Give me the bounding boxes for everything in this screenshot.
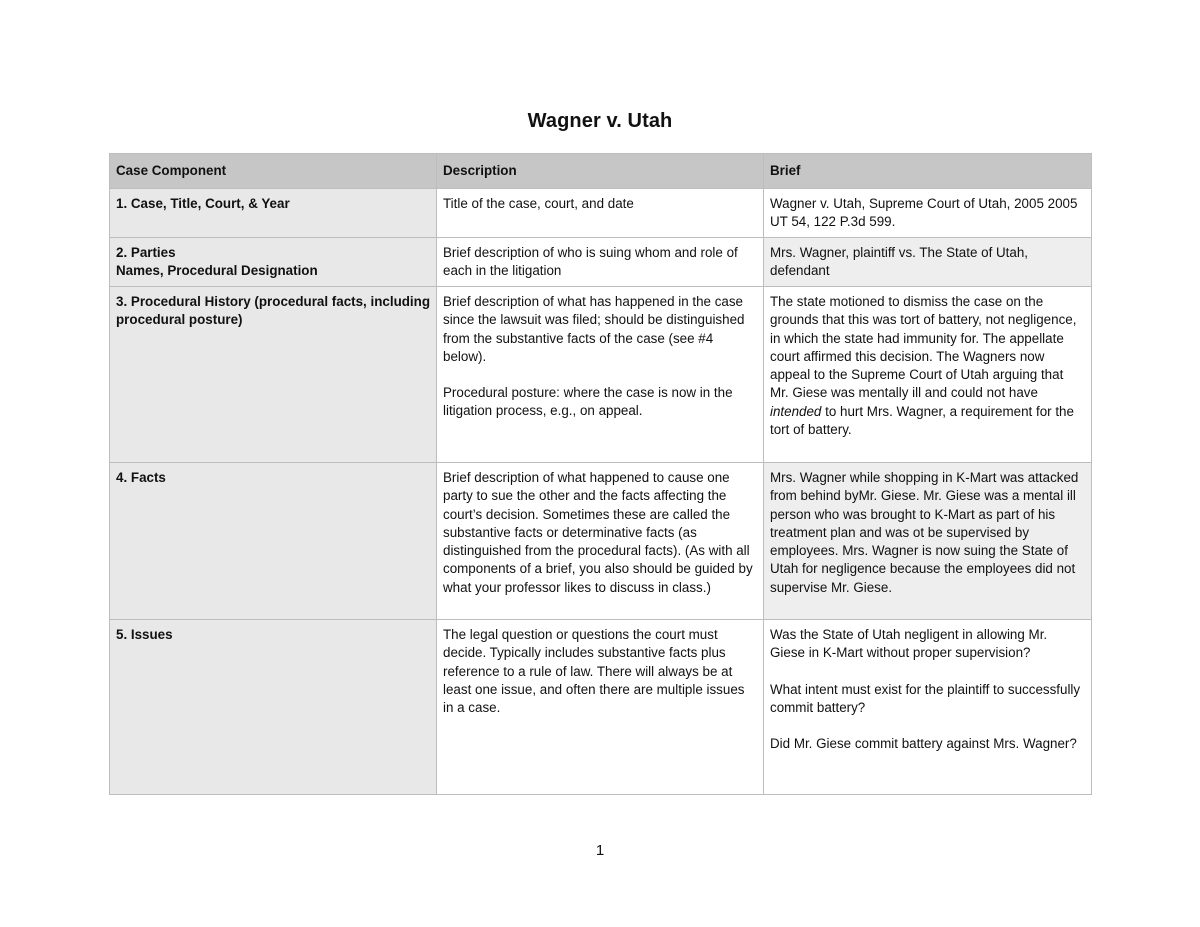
component-label: 5. Issues: [116, 627, 173, 642]
row-description: [437, 463, 764, 620]
header-brief: Brief: [764, 154, 1092, 189]
row-description: [437, 189, 764, 238]
description-text: Brief description of what happened to cause one party to sue the other and the facts affecting the court’s decision. Sometimes these are called the substantive facts or determinative facts (as distinguished from the procedural facts). (As with all components of a brief, you also should be guided by what your professor likes to discuss in class.): [443, 470, 753, 595]
row-description: [437, 238, 764, 287]
row-brief: [764, 463, 1092, 620]
component-label: 3. Procedural History (procedural facts, including procedural posture): [116, 294, 431, 328]
component-label: 2. Parties: [116, 245, 176, 260]
description-text: Title of the case, court, and date: [443, 196, 634, 211]
brief-text: Did Mr. Giese commit battery against Mrs. Wagner?: [770, 736, 1077, 752]
row-description: [437, 287, 764, 463]
page-number: 1: [595, 842, 605, 859]
row-brief: [764, 189, 1092, 238]
row-component: [110, 620, 437, 795]
header-case-component: Case Component: [110, 154, 437, 189]
brief-text: Mrs. Wagner, plaintiff vs. The State of Utah, defendant: [770, 245, 1029, 279]
component-label: 4. Facts: [116, 470, 166, 485]
row-description: [437, 620, 764, 795]
table-row: [110, 189, 1092, 238]
case-brief-table: [109, 153, 1092, 795]
brief-text: Was the State of Utah negligent in allowing Mr. Giese in K-Mart without proper supervision?: [770, 627, 1048, 661]
table-row: [110, 463, 1092, 620]
table-row: [110, 238, 1092, 287]
row-brief: [764, 620, 1092, 795]
brief-text: What intent must exist for the plaintiff to successfully commit battery?: [770, 681, 1081, 715]
row-component: [110, 463, 437, 620]
description-text: The legal question or questions the court must decide. Typically includes substantive facts plus reference to a rule of law. There will always be at least one issue, and often there are multiple issues in a case.: [443, 627, 745, 716]
header-description: Description: [437, 154, 764, 189]
description-text: Brief description of who is suing whom and role of each in the litigation: [443, 245, 738, 279]
component-sublabel: Names, Procedural Designation: [116, 263, 318, 279]
row-brief: [764, 287, 1092, 463]
document-title: Wagner v. Utah: [527, 110, 673, 132]
table-row: [110, 287, 1092, 463]
table-row: [110, 620, 1092, 795]
component-label: 1. Case, Title, Court, & Year: [116, 196, 290, 211]
brief-text: Wagner v. Utah, Supreme Court of Utah, 2005 2005 UT 54, 122 P.3d 599.: [770, 196, 1078, 230]
description-text: Procedural posture: where the case is now in the litigation process, e.g., on appeal.: [443, 385, 733, 419]
brief-text: Mrs. Wagner while shopping in K-Mart was attacked from behind byMr. Giese. Mr. Giese was a mental ill person who was brought to K-Mart as part of his treatment plan and was ot be supervised by employees. Mrs. Wagner is now suing the State of Utah for negligence because the employees did not supervise Mr. Giese.: [770, 470, 1079, 595]
brief-text: The state motioned to dismiss the case on the grounds that this was tort of battery, not negligence, in which the state had immunity for. The appellate court affirmed this decision. The Wagners now appeal to the Supreme Court of Utah arguing that Mr. Giese was mentally ill and could not have intended to hurt Mrs. Wagner, a requirement for the tort of battery.: [770, 294, 1077, 438]
row-component: [110, 287, 437, 463]
row-component: [110, 238, 437, 287]
row-brief: [764, 238, 1092, 287]
description-text: Brief description of what has happened in the case since the lawsuit was filed; should be distinguished from the substantive facts of the case (see #4 below).: [443, 294, 745, 364]
table-header-row: [110, 154, 1092, 189]
row-component: [110, 189, 437, 238]
emphasis-text: intended: [770, 403, 822, 419]
